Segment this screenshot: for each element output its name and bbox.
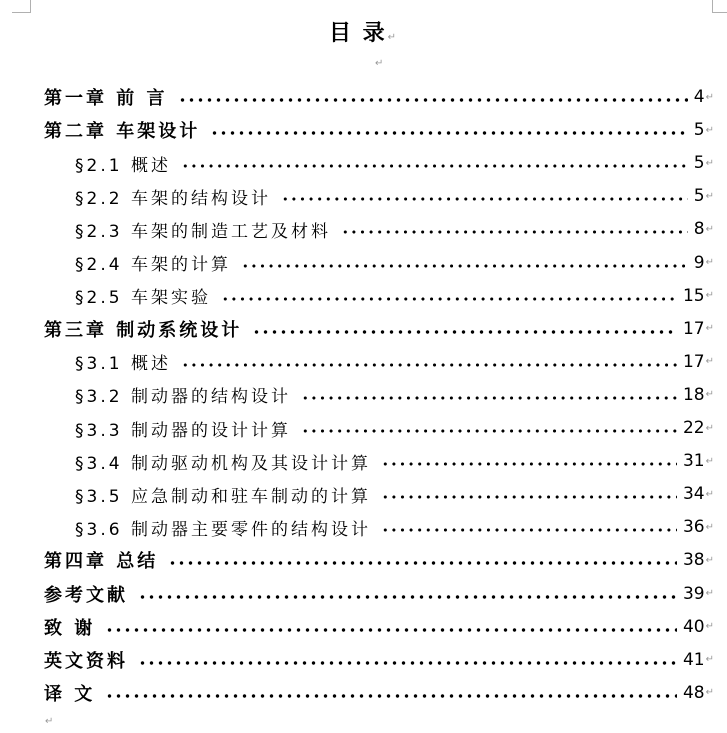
paragraph-mark-icon: ↵ xyxy=(45,716,54,727)
toc-entry-label: 第一章 前 言 xyxy=(44,88,168,109)
toc-entry-page: 22 xyxy=(682,418,705,438)
toc-entry-page: 4 xyxy=(693,87,705,107)
toc-entry-label: §3.2 制动器的结构设计 xyxy=(75,387,291,408)
dot-leader xyxy=(168,560,677,566)
dot-leader xyxy=(301,395,677,401)
paragraph-mark-icon: ↵ xyxy=(705,455,717,467)
dot-leader xyxy=(281,196,688,202)
toc-entry-label: 第二章 车架设计 xyxy=(44,121,201,143)
paragraph-mark-icon: ↵ xyxy=(705,422,717,434)
toc-entry[interactable] xyxy=(75,481,717,507)
toc-entry-label: §3.1 概述 xyxy=(75,354,171,375)
toc-entry-page: 5 xyxy=(693,153,705,174)
paragraph-mark-icon: ↵ xyxy=(705,223,717,235)
toc-entry-page: 5 xyxy=(693,186,705,207)
paragraph-mark-icon: ↵ xyxy=(705,190,717,202)
toc-entry-page: 34 xyxy=(682,484,705,505)
toc-entry[interactable] xyxy=(75,216,717,242)
dot-leader xyxy=(105,627,677,633)
dot-leader xyxy=(381,494,677,500)
page-corner-mark-left xyxy=(12,0,31,13)
toc-entry-page: 5 xyxy=(693,120,705,141)
dot-leader xyxy=(138,660,677,666)
toc-entry[interactable] xyxy=(44,680,717,706)
toc-entry-label: 致 谢 xyxy=(44,617,96,639)
toc-entry-page: 15 xyxy=(682,285,705,306)
dot-leader xyxy=(210,130,688,136)
toc-entry-page: 48 xyxy=(682,682,705,703)
dot-leader xyxy=(181,362,677,368)
toc-title-text: 目 录 xyxy=(328,21,387,46)
toc-entry-page: 41 xyxy=(682,649,705,670)
toc-entry[interactable] xyxy=(44,316,717,342)
toc-entry-page: 39 xyxy=(682,583,705,604)
toc-entry[interactable] xyxy=(44,117,717,143)
toc-entry-label: §2.4 车架的计算 xyxy=(75,255,231,275)
toc-entry-page: 38 xyxy=(682,550,705,571)
toc-entry-label: 英文资料 xyxy=(44,650,128,672)
toc-entry[interactable] xyxy=(75,448,717,474)
paragraph-mark-icon: ↵ xyxy=(705,654,717,666)
toc-entry-label: §3.4 制动驱动机构及其设计计算 xyxy=(75,453,371,474)
toc-entry-label: 第四章 总结 xyxy=(44,551,159,573)
paragraph-mark-icon: ↵ xyxy=(705,687,717,699)
paragraph-mark-icon: ↵ xyxy=(375,58,384,69)
toc-entry[interactable] xyxy=(75,349,717,375)
toc-entry[interactable] xyxy=(75,382,717,408)
paragraph-mark-icon: ↵ xyxy=(705,124,717,136)
toc-entry[interactable] xyxy=(75,415,717,441)
dot-leader xyxy=(381,527,677,533)
paragraph-mark-icon: ↵ xyxy=(705,157,717,169)
toc-title xyxy=(0,16,727,47)
toc-entry[interactable] xyxy=(75,514,717,540)
paragraph-mark-icon: ↵ xyxy=(705,290,717,302)
dot-leader xyxy=(341,229,688,235)
dot-leader xyxy=(221,296,677,302)
toc-entry-label: §3.6 制动器主要零件的结构设计 xyxy=(75,519,371,540)
toc-entry[interactable] xyxy=(44,614,717,640)
toc-entry-label: §2.1 概述 xyxy=(75,155,171,176)
paragraph-mark-icon: ↵ xyxy=(705,356,717,368)
paragraph-mark-icon: ↵ xyxy=(705,621,717,633)
dot-leader xyxy=(252,329,677,335)
toc-entry-label: 第三章 制动系统设计 xyxy=(44,319,243,341)
toc-entry[interactable] xyxy=(75,250,717,276)
toc-entry-page: 8 xyxy=(693,219,705,240)
toc-entry[interactable] xyxy=(44,581,717,607)
toc-entry-page: 36 xyxy=(682,517,705,538)
paragraph-mark-icon: ↵ xyxy=(705,323,717,335)
toc-entry-label: §3.3 制动器的设计计算 xyxy=(75,420,291,441)
dot-leader xyxy=(181,163,688,169)
toc-entry-page: 9 xyxy=(693,252,705,273)
paragraph-mark-icon: ↵ xyxy=(387,32,399,43)
toc-entry-label: §2.5 车架实验 xyxy=(75,288,211,309)
toc-entry-page: 17 xyxy=(682,351,705,372)
dot-leader xyxy=(301,428,677,434)
toc-entry-label: §2.3 车架的制造工艺及材料 xyxy=(75,221,331,242)
paragraph-mark-icon: ↵ xyxy=(705,488,717,500)
toc-entry-page: 17 xyxy=(682,318,705,339)
dot-leader xyxy=(241,263,688,269)
paragraph-mark-icon: ↵ xyxy=(705,91,717,103)
toc-entry[interactable] xyxy=(75,283,717,309)
dot-leader xyxy=(138,594,677,600)
dot-leader xyxy=(178,97,688,103)
toc-entry-page: 40 xyxy=(682,616,705,637)
paragraph-mark-icon: ↵ xyxy=(705,257,717,268)
dot-leader xyxy=(381,461,677,467)
dot-leader xyxy=(105,693,677,699)
paragraph-mark-icon: ↵ xyxy=(705,554,717,566)
paragraph-mark-icon: ↵ xyxy=(705,588,717,599)
paragraph-mark-icon: ↵ xyxy=(705,389,717,401)
toc-entry-label: §3.5 应急制动和驻车制动的计算 xyxy=(75,486,371,507)
toc-entry[interactable] xyxy=(44,647,717,673)
toc-entry-label: 译 文 xyxy=(44,683,96,705)
toc-entry[interactable] xyxy=(44,547,717,573)
toc-entry[interactable] xyxy=(75,183,717,209)
toc-entry[interactable] xyxy=(75,150,717,176)
toc-entry-page: 18 xyxy=(682,384,705,405)
page-corner-mark-right xyxy=(712,0,727,13)
toc-entry-label: 参考文献 xyxy=(44,584,128,606)
toc-entry-label: §2.2 车架的结构设计 xyxy=(75,188,271,209)
toc-entry-page: 31 xyxy=(682,451,705,472)
toc-entry[interactable] xyxy=(44,84,717,110)
paragraph-mark-icon: ↵ xyxy=(705,521,717,533)
